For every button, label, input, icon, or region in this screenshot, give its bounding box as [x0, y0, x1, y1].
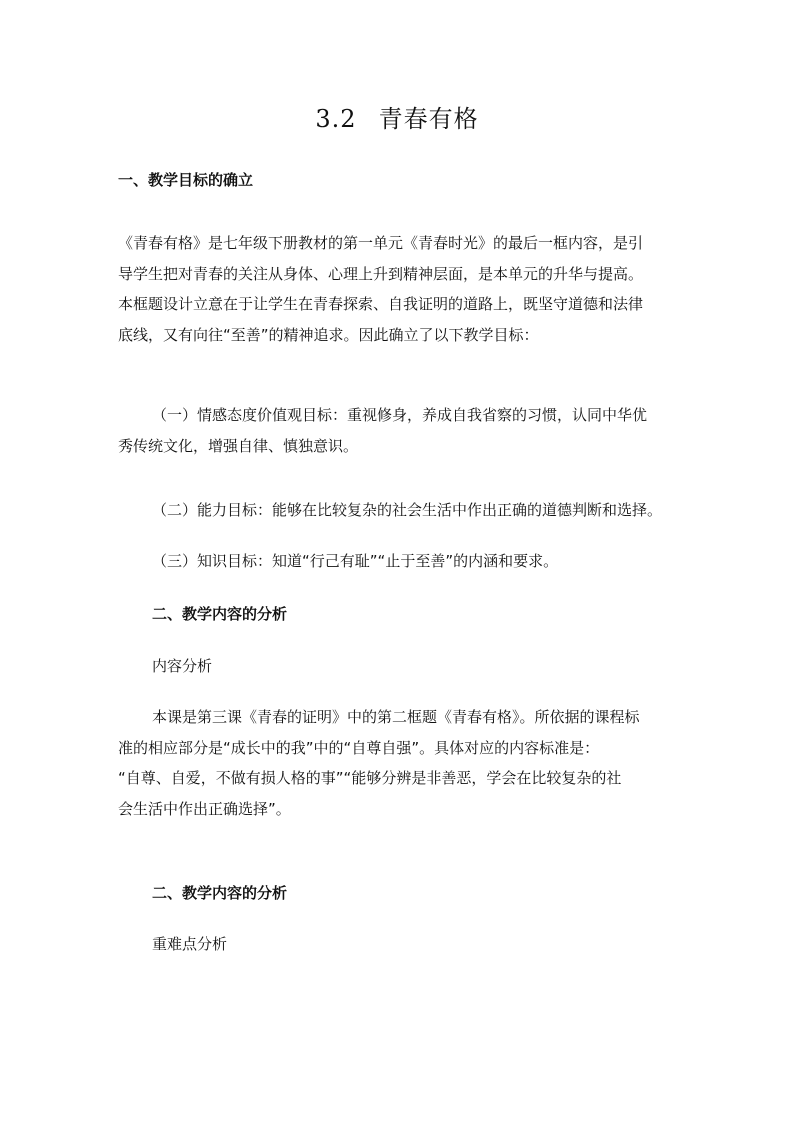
content-analysis-label: 内容分析: [152, 657, 213, 675]
content-paragraph: [118, 702, 690, 824]
title-number: 3.2: [315, 105, 357, 133]
content-line: 会生活中作出正确选择”。: [118, 799, 291, 818]
content-line: 本课是第三课《青春的证明》中的第二框题《青春有格》。所依据的课程标: [152, 708, 640, 726]
section-heading-goals: 一、教学目标的确立: [118, 171, 254, 189]
goal-ability: （二）能力目标：能够在比较复杂的社会生活中作出正确的道德判断和选择。: [152, 501, 663, 519]
page-title: [0, 103, 794, 135]
section-heading-content: 二、教学内容的分析: [152, 605, 288, 623]
key-points-label: 重难点分析: [152, 935, 228, 953]
goal-line: （一）情感态度价值观目标：重视修身，养成自我省察的习惯，认同中华优: [152, 406, 648, 424]
section-heading-keypoints: 二、教学内容的分析: [152, 884, 288, 902]
intro-line: 《青春有格》是七年级下册教材的第一单元《青春时光》的最后一框内容，是引: [118, 234, 644, 252]
title-text: 青春有格: [378, 105, 479, 133]
intro-paragraph: [118, 228, 690, 350]
intro-line: 导学生把对青春的关注从身体、心理上升到精神层面，是本单元的升华与提高。: [118, 264, 644, 283]
intro-line: 底线，又有向往“至善”的精神追求。因此确立了以下教学目标：: [118, 325, 539, 344]
goal-emotion-paragraph: [118, 400, 690, 461]
content-line: “自尊、自爱，不做有损人格的事”“能够分辨是非善恶，学会在比较复杂的社: [118, 769, 622, 787]
content-line: 准的相应部分是“成长中的我”中的“自尊自强”。具体对应的内容标准是：: [118, 738, 600, 757]
goal-line: 秀传统文化，增强自律、慎独意识。: [118, 436, 359, 455]
goal-knowledge: （三）知识目标：知道“行己有耻”“止于至善”的内涵和要求。: [152, 552, 559, 570]
intro-line: 本框题设计立意在于让学生在青春探索、自我证明的道路上，既坚守道德和法律: [118, 295, 644, 313]
